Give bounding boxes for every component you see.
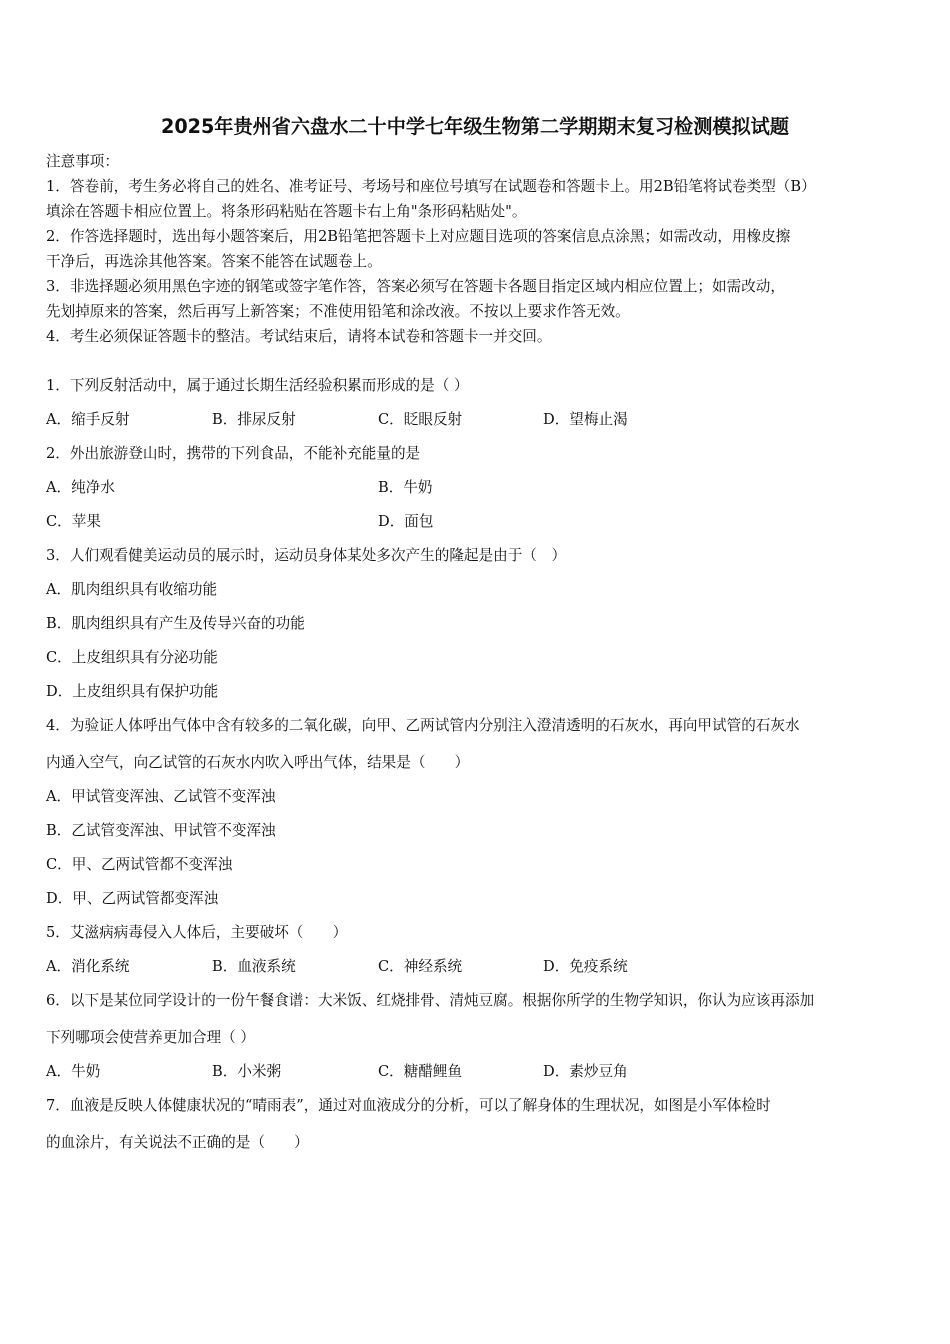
option-b: B．肌肉组织具有产生及传导兴奋的功能 [46,615,305,632]
option-d: D．免疫系统 [543,958,628,975]
option-b: B．排尿反射 [212,411,296,428]
question-stem: 4．为验证人体呼出气体中含有较多的二氧化碳，向甲、乙两试管内分别注入澄清透明的石灰水，再向甲试管的石灰水 [46,717,800,734]
option-a: A．消化系统 [46,958,130,975]
option-d: D．素炒豆角 [543,1063,628,1080]
question-stem: 1．下列反射活动中，属于通过长期生活经验积累而形成的是（ ） [46,377,469,394]
question-stem-cont: 下列哪项会使营养更加合理（ ） [46,1029,255,1046]
option-c: C．神经系统 [378,958,463,975]
option-d: D．望梅止渴 [543,411,628,428]
option-d: D．面包 [378,513,434,530]
option-b: B．血液系统 [212,958,296,975]
option-d: D．上皮组织具有保护功能 [46,683,219,700]
notice-line: 3．非选择题必须用黑色字迹的钢笔或签字笔作答，答案必须写在答题卡各题目指定区域内相应位置上；如需改动， [46,278,785,295]
notice-line: 先划掉原来的答案，然后再写上新答案；不准使用铅笔和涂改液。不按以上要求作答无效。 [46,303,630,320]
option-b: B．小米粥 [212,1063,282,1080]
option-d: D．甲、乙两试管都变浑浊 [46,890,219,907]
option-a: A．甲试管变浑浊、乙试管不变浑浊 [46,788,276,805]
option-b: B．牛奶 [378,479,433,496]
notice-line: 1．答卷前，考生务必将自己的姓名、准考证号、考场号和座位号填写在试题卷和答题卡上。用2B铅笔将试卷类型（B） [46,178,816,195]
option-a: A．肌肉组织具有收缩功能 [46,581,218,598]
question-stem: 2．外出旅游登山时，携带的下列食品，不能补充能量的是 [46,445,421,462]
option-c: C．苹果 [46,513,101,530]
notice-line: 4．考生必须保证答题卡的整洁。考试结束后，请将本试卷和答题卡一并交回。 [46,328,552,345]
question-stem-cont: 的血涂片，有关说法不正确的是（ ） [46,1134,309,1151]
option-a: A．缩手反射 [46,411,130,428]
option-a: A．牛奶 [46,1063,101,1080]
notice-heading: 注意事项： [46,153,119,170]
page-title: 2025年贵州省六盘水二十中学七年级生物第二学期期末复习检测模拟试题 [160,115,789,138]
notice-line: 干净后，再选涂其他答案。答案不能答在试题卷上。 [46,253,382,270]
question-stem: 6．以下是某位同学设计的一份午餐食谱：大米饭、红烧排骨、清炖豆腐。根据你所学的生物学知识，你认为应该再添加 [46,992,815,1009]
option-c: C．上皮组织具有分泌功能 [46,649,218,666]
option-c: C．糖醋鲤鱼 [378,1063,463,1080]
option-c: C．甲、乙两试管都不变浑浊 [46,856,233,873]
question-stem-cont: 内通入空气，向乙试管的石灰水内吹入呼出气体，结果是（ ） [46,754,470,771]
option-c: C．眨眼反射 [378,411,463,428]
notice-line: 2．作答选择题时，选出每小题答案后，用2B铅笔把答题卡上对应题目选项的答案信息点涂黑；如需改动，用橡皮擦 [46,228,791,245]
notice-line: 填涂在答题卡相应位置上。将条形码粘贴在答题卡右上角"条形码粘贴处"。 [46,203,527,220]
question-stem: 7．血液是反映人体健康状况的“晴雨表”，通过对血液成分的分析，可以了解身体的生理状况，如图是小军体检时 [46,1097,771,1114]
option-b: B．乙试管变浑浊、甲试管不变浑浊 [46,822,276,839]
option-a: A．纯净水 [46,479,115,496]
question-stem: 3．人们观看健美运动员的展示时，运动员身体某处多次产生的隆起是由于（ ） [46,547,567,564]
question-stem: 5．艾滋病病毒侵入人体后，主要破坏（ ） [46,924,348,941]
